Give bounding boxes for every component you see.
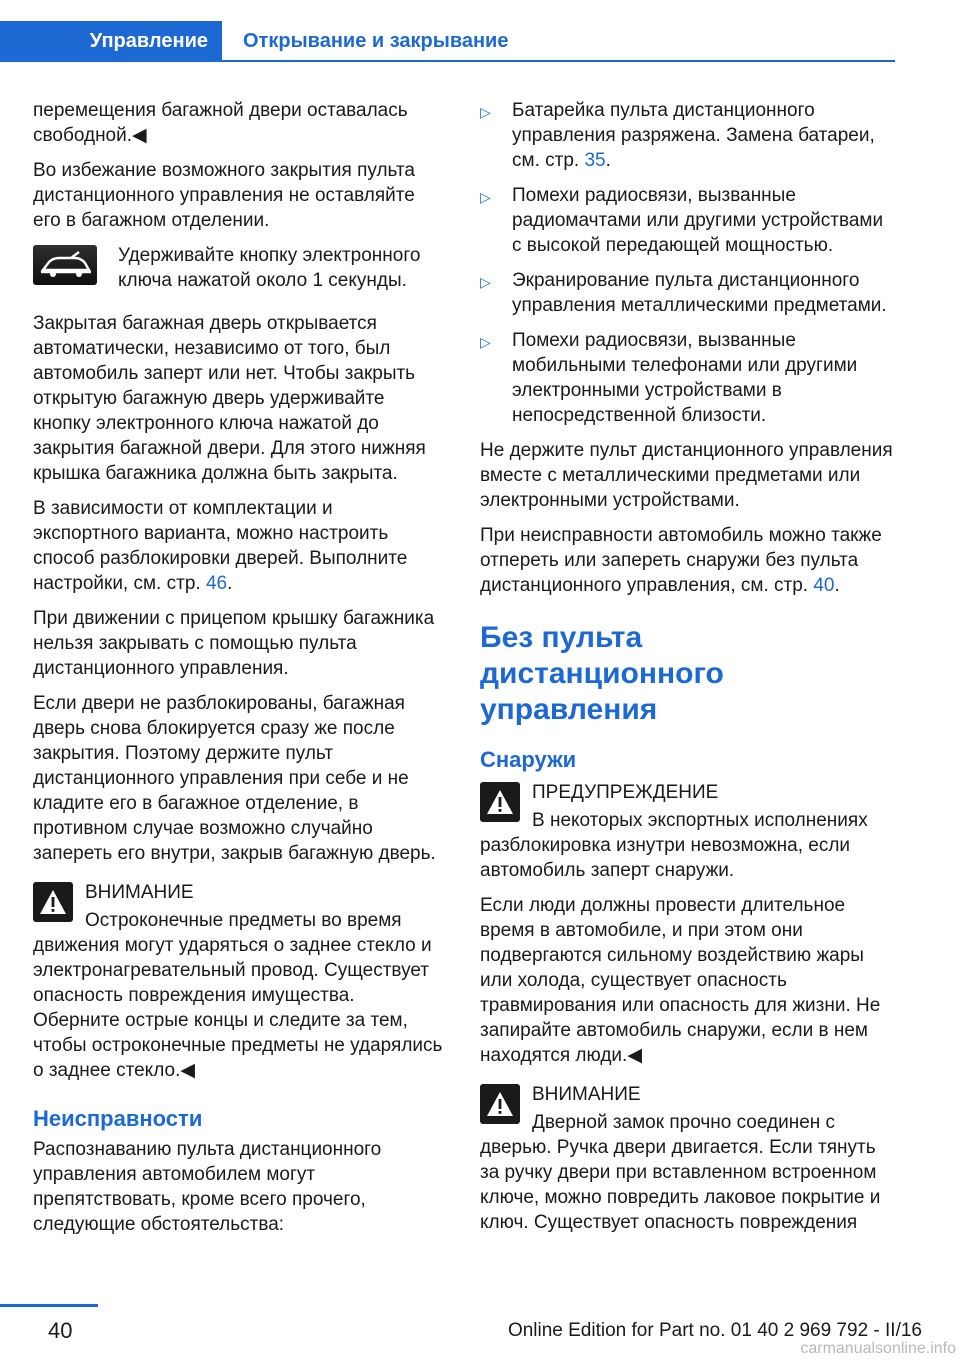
list-item: ▷ Экранирование пульта дистанционного управления металлическими предметами. bbox=[480, 270, 887, 316]
watermark: carmanualsonline.info bbox=[800, 1340, 956, 1357]
page-link[interactable]: 35 bbox=[584, 150, 606, 171]
page-header bbox=[0, 0, 895, 62]
caution-text: Остроконечные предметы во время движения могут ударяться о заднее стекло и электронагревательный провод. Существует опасность повреждения имущества. Оберните острые концы и следите за тем, чтобы остроконечные предметы не ударялись о заднее стекло.◀ bbox=[33, 910, 443, 1081]
bullet-list bbox=[480, 98, 894, 428]
note-text: Удерживайте кнопку электронного ключа нажатой около 1 секунды. bbox=[118, 245, 421, 291]
paragraph: При неисправности автомобиль можно также отпереть или запереть снаружи без пульта дистанционного управления, см. стр. 40. bbox=[480, 525, 882, 596]
car-trunk-icon bbox=[33, 245, 97, 285]
paragraph: Не держите пульт дистанционного управления вместе с металлическими предметами или электронными устройствами. bbox=[480, 440, 893, 511]
section-heading-malfunctions: Неисправности bbox=[33, 1106, 203, 1131]
header-divider bbox=[222, 60, 895, 62]
page-link[interactable]: 40 bbox=[813, 575, 835, 596]
paragraph: Закрытая багажная дверь открывается автоматически, независимо от того, был автомобиль заперт или нет. Чтобы закрыть открытую багажную дверь удерживайте кнопку электронного ключа нажатой до закрытия багажной двери. Для этого нижняя крышка багажника должна быть закрыта. bbox=[33, 313, 426, 484]
paragraph: Распознаванию пульта дистанционного управления автомобилем могут препятствовать, кроме всего прочего, следующие обстоятельства: bbox=[33, 1139, 382, 1235]
triangle-bullet-icon: ▷ bbox=[480, 189, 491, 205]
subsection-heading-outside: Снаружи bbox=[480, 747, 577, 772]
paragraph: перемещения багажной двери оставалась свободной.◀ bbox=[33, 100, 408, 146]
paragraph: Если двери не разблокированы, багажная дверь снова блокируется сразу же после закрытия. Поэтому держите пульт дистанционного управления при себе и не кладите его в багажное отделение, в противном случае возможно случайно запереть его внутри, закрыв багажную дверь. bbox=[33, 693, 436, 864]
right-column bbox=[480, 98, 894, 1245]
section-heading-no-remote: Без пульта дистанционного управления bbox=[480, 621, 724, 726]
list-item: ▷ Помехи радиосвязи, вызванные радиомачтами или другими устройствами с высокой передающей мощностью. bbox=[480, 185, 884, 256]
caution-title: ВНИМАНИЕ bbox=[532, 1084, 641, 1105]
footer-divider bbox=[0, 1304, 98, 1307]
warning-title: ПРЕДУПРЕЖДЕНИЕ bbox=[532, 782, 719, 803]
warning-block bbox=[480, 780, 894, 883]
caution-title: ВНИМАНИЕ bbox=[85, 882, 194, 903]
paragraph: Во избежание возможного закрытия пульта дистанционного управления не оставляйте его в багажном отделении. bbox=[33, 160, 415, 231]
caution-text: Дверной замок прочно соединен с дверью. Ручка двери двигается. Если тянуть за ручку двери при вставленном встроенном ключе, можно повредить лаковое покрытие и ключ. Существует опасность повреждения bbox=[480, 1112, 881, 1233]
warning-triangle-icon bbox=[33, 882, 73, 922]
edition-label: Online Edition for Part no. 01 40 2 969 792 - II/16 bbox=[507, 1320, 922, 1341]
page-link[interactable]: 46 bbox=[205, 573, 228, 594]
paragraph: При движении с прицепом крышку багажника нельзя закрывать с помощью пульта дистанционного управления. bbox=[33, 608, 435, 679]
page-number: 40 bbox=[48, 1318, 73, 1343]
paragraph: В зависимости от комплектации и экспортного варианта, можно настроить способ разблокировки дверей. Выполните настройки, см. стр. 46. bbox=[33, 498, 408, 594]
left-column bbox=[33, 98, 443, 1247]
tab-control[interactable]: Управление bbox=[0, 21, 222, 62]
warning-text: В некоторых экспортных исполнениях разблокировка изнутри невозможна, если автомобиль заперт снаружи. bbox=[480, 810, 868, 881]
note-block bbox=[33, 243, 443, 293]
caution-block bbox=[33, 880, 443, 1083]
tab-opening-closing[interactable]: Открывание и закрывание bbox=[243, 30, 509, 52]
warning-triangle-icon bbox=[480, 782, 520, 822]
paragraph: Если люди должны провести длительное время в автомобиле, и при этом они подвергаются сильному воздействию жары или холода, существует опасность травмирования или опасность для жизни. Не запирайте автомобиль снаружи, если в нем находятся люди.◀ bbox=[480, 895, 881, 1066]
list-item: ▷ Батарейка пульта дистанционного управления разряжена. Замена батареи, см. стр. 35. bbox=[480, 100, 875, 171]
list-item: ▷ Помехи радиосвязи, вызванные мобильными телефонами или другими электронными устройствами в непосредственной близости. bbox=[480, 330, 858, 426]
triangle-bullet-icon: ▷ bbox=[480, 334, 491, 350]
triangle-bullet-icon: ▷ bbox=[480, 104, 491, 120]
triangle-bullet-icon: ▷ bbox=[480, 274, 491, 290]
warning-triangle-icon bbox=[480, 1084, 520, 1124]
caution-block bbox=[480, 1082, 894, 1235]
